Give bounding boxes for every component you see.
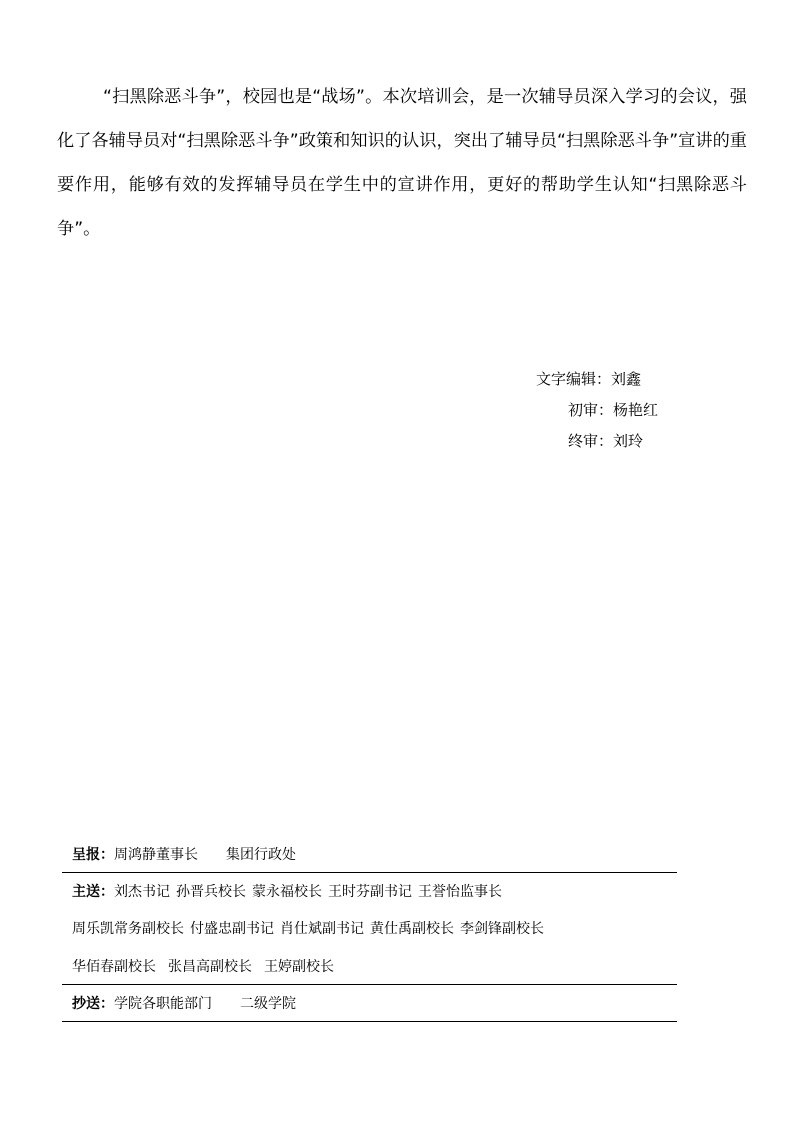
main-recipient: 王婷副校长 <box>264 959 334 975</box>
main-recipient: 王誉怡监事长 <box>418 884 502 900</box>
main-recipient: 王时芬副书记 <box>328 884 412 900</box>
divider <box>62 984 677 985</box>
report-recipient: 周鸿静董事长 <box>114 847 198 863</box>
main-recipient: 张昌高副校长 <box>168 959 252 975</box>
divider <box>62 1021 677 1022</box>
main-recipient: 华佰春副校长 <box>72 959 156 975</box>
main-recipient: 孙晋兵校长 <box>176 884 246 900</box>
final-review-credit: 终审：刘玲 <box>568 432 644 450</box>
main-recipient: 蒙永福校长 <box>252 884 322 900</box>
copy-recipient: 学院各职能部门 <box>114 996 212 1012</box>
main-line-1 <box>72 883 502 901</box>
report-label: 呈报： <box>72 847 114 863</box>
first-review-credit: 初审：杨艳红 <box>568 401 659 419</box>
body-paragraph: “扫黑除恶斗争”，校园也是“战场”。本次培训会，是一次辅导员深入学习的会议，强化了各辅导员对“扫黑除恶斗争”政策和知识的认识，突出了辅导员“扫黑除恶斗争”宣讲的重要作用，能够有效的发挥辅导员在学生中的宣讲作用，更好的帮助学生认知“扫黑除恶斗争”。 <box>57 87 747 239</box>
main-label: 主送： <box>72 884 114 900</box>
main-recipient: 肖仕斌副书记 <box>280 921 364 937</box>
text-editor-credit: 文字编辑：刘鑫 <box>536 370 642 388</box>
copy-recipient: 二级学院 <box>240 996 296 1012</box>
main-recipient: 李剑锋副校长 <box>460 921 544 937</box>
copy-label: 抄送： <box>72 996 114 1012</box>
main-line-2 <box>72 920 544 938</box>
report-line <box>72 846 296 864</box>
copy-line <box>72 995 296 1013</box>
main-recipient: 付盛忠副书记 <box>190 921 274 937</box>
main-recipient: 刘杰书记 <box>114 884 170 900</box>
main-line-3 <box>72 958 334 976</box>
main-recipient: 黄仕禹副校长 <box>370 921 454 937</box>
divider <box>62 872 677 873</box>
report-recipient: 集团行政处 <box>226 847 296 863</box>
main-recipient: 周乐凯常务副校长 <box>72 921 184 937</box>
